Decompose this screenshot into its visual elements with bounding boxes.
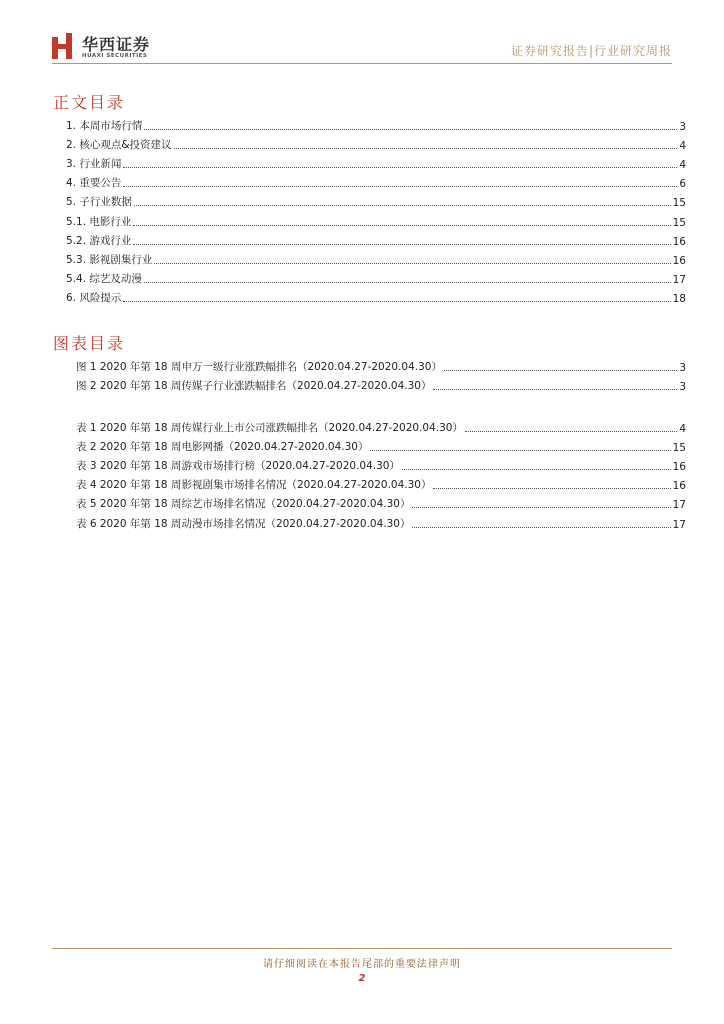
dot-leader [174, 148, 678, 149]
table-entry-page: 4 [679, 423, 686, 435]
dot-leader [144, 129, 677, 130]
table-entry-label: 表 6 2020 年第 18 周动漫市场排名情况（2020.04.27-2020.04.30） [76, 517, 411, 530]
table-entry-label: 表 1 2020 年第 18 周传媒行业上市公司涨跌幅排名（2020.04.27-2020.04.30） [76, 422, 463, 434]
table-entry-page: 16 [672, 461, 686, 474]
table-entry[interactable] [76, 496, 686, 511]
table-entry[interactable] [76, 477, 686, 492]
dot-leader [133, 225, 670, 226]
dot-leader [412, 527, 670, 528]
dot-leader [465, 431, 677, 432]
legal-notice: 请仔细阅读在本报告尾部的重要法律声明 [263, 959, 461, 970]
table-entry-page: 17 [672, 518, 686, 531]
toc-entry-page: 16 [672, 254, 686, 267]
dot-leader [444, 370, 677, 371]
toc-entry[interactable] [66, 137, 686, 152]
table-entry[interactable] [76, 516, 686, 531]
dot-leader [433, 389, 677, 390]
toc-entry-page: 6 [679, 178, 686, 191]
footer-divider [52, 948, 672, 949]
toc-entry-page: 18 [672, 292, 686, 305]
dot-leader [370, 450, 670, 451]
figure-entry[interactable] [76, 359, 686, 374]
toc-entry-label: 5.1. 电影行业 [66, 215, 132, 228]
toc-entry[interactable] [66, 233, 686, 248]
dot-leader [133, 244, 670, 245]
logo-text-en: HUAXI SECURITIES [82, 53, 148, 59]
toc-entry-page: 4 [679, 140, 686, 153]
dot-leader [134, 205, 671, 206]
table-entry[interactable] [76, 420, 686, 435]
dot-leader [123, 301, 670, 302]
toc-entry-label: 5.4. 综艺及动漫 [66, 272, 142, 285]
page-header [0, 0, 724, 70]
toc-entry-label: 5.3. 影视剧集行业 [66, 253, 153, 266]
charts-index-title: 图表目录 [53, 334, 126, 353]
toc-entry-label: 5.2. 游戏行业 [66, 234, 132, 247]
toc-entry-page: 3 [679, 121, 686, 133]
dot-leader [154, 263, 670, 264]
toc-entry[interactable] [66, 271, 686, 286]
huaxi-logo-icon [52, 33, 74, 59]
toc-entry[interactable] [66, 175, 686, 190]
figure-entry-page: 3 [679, 380, 686, 393]
toc-entry-page: 15 [672, 216, 686, 229]
toc-title: 正文目录 [53, 93, 126, 112]
header-divider [52, 63, 672, 64]
dot-leader [123, 167, 677, 168]
dot-leader [412, 507, 670, 508]
table-entry-page: 16 [672, 480, 686, 493]
table-entry-page: 17 [672, 499, 686, 512]
toc-entry[interactable] [66, 194, 686, 209]
page-number: 2 [358, 973, 366, 984]
table-entry-page: 15 [672, 442, 686, 455]
table-entry[interactable] [76, 439, 686, 454]
toc-entry[interactable] [66, 290, 686, 305]
toc-entry[interactable] [66, 252, 686, 267]
table-entry-label: 表 5 2020 年第 18 周综艺市场排名情况（2020.04.27-2020.04.30） [76, 498, 411, 511]
table-entry-label: 表 4 2020 年第 18 周影视剧集市场排名情况（2020.04.27-2020.04.30） [76, 479, 432, 492]
dot-leader [402, 469, 671, 470]
toc-entry-page: 15 [672, 197, 686, 210]
figure-entry[interactable] [76, 378, 686, 393]
toc-entry-label: 2. 核心观点&投资建议 [66, 139, 172, 152]
toc-entry[interactable] [66, 118, 686, 133]
toc-entry-page: 16 [672, 235, 686, 248]
table-entry-label: 表 3 2020 年第 18 周游戏市场排行榜（2020.04.27-2020.04.30） [76, 460, 400, 473]
figure-entry-page: 3 [679, 362, 686, 374]
toc-entry-label: 4. 重要公告 [66, 177, 122, 190]
figure-entry-label: 图 2 2020 年第 18 周传媒子行业涨跌幅排名（2020.04.27-2020.04.30） [76, 379, 432, 392]
table-entry[interactable] [76, 458, 686, 473]
dot-leader [433, 488, 670, 489]
dot-leader [123, 186, 677, 187]
toc-entry-label: 3. 行业新闻 [66, 158, 122, 171]
toc-entry-label: 1. 本周市场行情 [66, 120, 143, 132]
dot-leader [144, 282, 671, 283]
toc-entry[interactable] [66, 214, 686, 229]
toc-entry[interactable] [66, 156, 686, 171]
figure-entry-label: 图 1 2020 年第 18 周申万一级行业涨跌幅排名（2020.04.27-2020.04.30） [76, 361, 442, 373]
toc-entry-page: 4 [679, 159, 686, 172]
logo-text-cn: 华西证券 [82, 35, 151, 54]
toc-entry-label: 5. 子行业数据 [66, 196, 132, 209]
toc-entry-label: 6. 风险提示 [66, 291, 122, 304]
toc-entry-page: 17 [672, 273, 686, 286]
report-type-tag: 证券研究报告|行业研究周报 [510, 44, 672, 58]
table-entry-label: 表 2 2020 年第 18 周电影网播（2020.04.27-2020.04.30） [76, 441, 369, 454]
